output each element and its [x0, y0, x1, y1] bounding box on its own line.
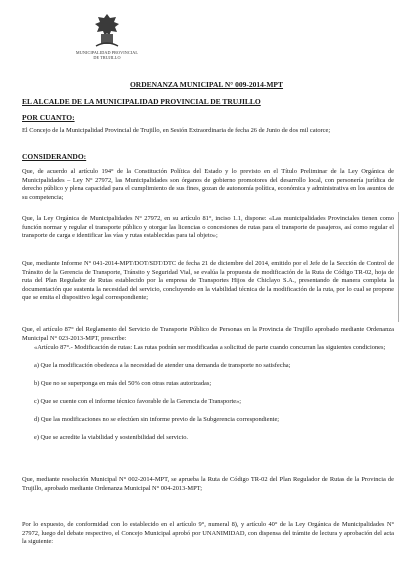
mayor-line: EL ALCALDE DE LA MUNICIPALIDAD PROVINCIAL DE TRUJILLO [22, 97, 261, 106]
municipality-line-1: MUNICIPALIDAD PROVINCIAL [75, 50, 139, 55]
margin-stamp [398, 212, 405, 322]
intro-paragraph: El Concejo de la Municipalidad Provincial de Trujillo, en Sesión Extraordinaria de fecha 26 de Junio de dos mil catorce; [22, 127, 331, 134]
paragraph-6: Por lo expuesto, de conformidad con lo establecido en el artículo 9°, numeral 8), y artículo 40° de la Ley Orgánica de Municipalidades N° 27972, luego del debate respectivo, el Concejo Municipal aprobó por UNANIMIDAD, con dispensa del trámite de lectura y aprobación del acta la siguiente: [22, 521, 394, 546]
paragraph-1: Que, de acuerdo al artículo 194° de la Constitución Política del Estado y lo previsto en el Título Preliminar de la Ley Orgánica de Municipalidades – Ley N° 27972, las Municipalidades son órganos de gobierno promotores del desarrollo local, con personería jurídica de derecho público y plena capacidad para el cumplimiento de sus fines, gozan de autonomía política, económica y administrativa en los asuntos de su competencia; [22, 168, 394, 201]
quoted-item-3: b) Que no se superponga en más del 50% con otras rutas autorizadas; [34, 380, 212, 387]
quoted-item-1: «Artículo 87°.- Modificación de rutas: Las rutas podrán ser modificadas a solicitud de parte cuando concurran las siguientes condiciones; [34, 344, 386, 351]
por-cuanto-heading: POR CUANTO: [22, 113, 75, 122]
paragraph-2: Que, la Ley Orgánica de Municipalidades N° 27972, en su artículo 81°, inciso 1.1, dispone: «Las municipalidades Provinciales tienen como función normar y regular el transporte público y otorgar las licencias o concesiones de rutas para el transporte de pasajeros, así como regular el transporte de carga e identificar las vías y rutas establecidas para tal objeto»; [22, 215, 394, 240]
considerando-heading: CONSIDERANDO: [22, 152, 87, 161]
paragraph-5: Que, mediante resolución Municipal N° 002-2014-MPT, se aprueba la Ruta de Código TR-02 del Plan Regulador de Rutas de la Provincia de Trujillo, aprobado mediante Ordenanza Municipal N° 004-2013-MPT; [22, 476, 394, 492]
quoted-item-4: c) Que se cuente con el informe técnico favorable de la Gerencia de Transporte»; [34, 398, 242, 405]
municipality-line-2: DE TRUJILLO [93, 55, 121, 60]
ordinance-title: ORDENANZA MUNICIPAL N° 009-2014-MPT [129, 80, 284, 89]
paragraph-4: Que, el artículo 87° del Reglamento del Servicio de Transporte Público de Personas en la Provincia de Trujillo aprobado mediante Ordenanza Municipal N° 023-2013-MPT, prescribe: [22, 326, 394, 342]
coat-of-arms-icon [92, 12, 122, 50]
quoted-item-5: d) Que las modificaciones no se efectúen sin informe previo de la Subgerencia correspondiente; [34, 416, 280, 423]
quoted-item-6: e) Que se acredite la viabilidad y sostenibilidad del servicio. [34, 434, 189, 441]
quoted-item-2: a) Que la modificación obedezca a la necesidad de atender una demanda de transporte no satisfecha; [34, 362, 291, 369]
paragraph-3: Que, mediante Informe N° 041-2014-MPT/DOT/SDT/DTC de fecha 21 de diciembre del 2014, emitido por el Jefe de la Sección de Control de Tránsito de la Gerencia de Transporte, Tránsito y Seguridad Vial, se evalúa la propuesta de modificación de la Ruta de Código TR-02, hoja de ruta del Plan Regulador de Rutas establecido por la empresa de Transportes Hijos de Chiclayo S.A., presentando de manera completa la documentación que sustenta la necesidad del servicio, concluyendo en la viabilidad técnica de la modificación de la ruta, por lo cual se propone que se emita el dispositivo legal correspondiente; [22, 260, 394, 302]
municipality-name [52, 50, 162, 60]
